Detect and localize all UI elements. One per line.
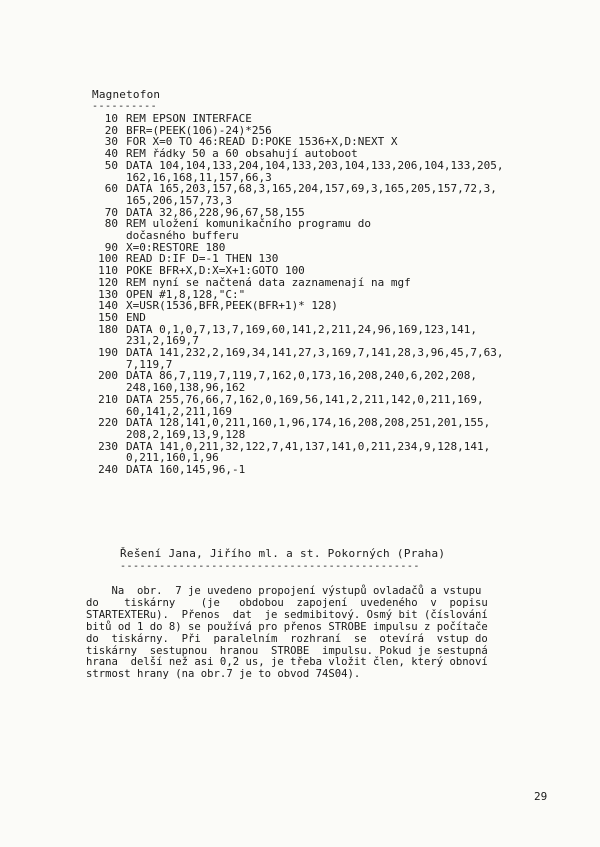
paragraph-line: hrana delší než asi 0,2 us, je třeba vložit člen, který obnoví xyxy=(86,656,488,669)
line-number: 180 xyxy=(98,322,118,336)
code-text: DATA 160,145,96,-1 xyxy=(126,463,246,477)
code-text: DATA 32,86,228,96,67,58,155 xyxy=(126,205,305,219)
line-number: 110 xyxy=(98,264,118,278)
paragraph-line: Na obr. 7 je uvedeno propojení výstupů ovladačů a vstupu xyxy=(86,585,482,597)
paragraph-line: strmost hrany (na obr.7 je to obvod 74S04). xyxy=(86,668,361,681)
line-number xyxy=(92,195,118,207)
line-number: 230 xyxy=(98,439,118,453)
line-number: 140 xyxy=(98,299,118,313)
solution-title-underline: ---------------------------------------------- xyxy=(120,561,420,572)
section-heading-magnetofon: Magnetofon xyxy=(92,88,161,101)
line-number: 50 xyxy=(104,158,118,172)
line-number xyxy=(92,429,118,441)
code-text: 231,2,169,7 xyxy=(126,334,199,348)
line-number: 60 xyxy=(104,182,118,196)
line-number: 10 xyxy=(104,112,118,125)
code-line-continuation xyxy=(92,195,504,207)
code-line xyxy=(92,113,504,125)
code-text: DATA 255,76,66,7,162,0,169,56,141,2,211,142,0,211,169, xyxy=(126,392,484,406)
code-text: DATA 141,232,2,169,34,141,27,3,169,7,141,28,3,96,45,7,63, xyxy=(126,346,504,360)
line-number: 150 xyxy=(98,310,118,324)
line-number: 240 xyxy=(98,463,118,477)
code-text: OPEN #1,8,128,"C:" xyxy=(126,287,246,301)
code-text: DATA 86,7,119,7,119,7,162,0,173,16,208,240,6,202,208, xyxy=(126,369,477,383)
line-number: 40 xyxy=(104,147,118,161)
code-text: 165,206,157,73,3 xyxy=(126,193,232,207)
code-line xyxy=(92,464,504,476)
code-text: 7,119,7 xyxy=(126,357,173,371)
line-number: 90 xyxy=(104,240,118,254)
code-text: REM EPSON INTERFACE xyxy=(126,112,252,125)
code-text: REM řádky 50 a 60 obsahují autoboot xyxy=(126,147,358,161)
code-line xyxy=(92,394,504,406)
code-text: X=0:RESTORE 180 xyxy=(126,240,226,254)
code-text: READ D:IF D=-1 THEN 130 xyxy=(126,252,279,266)
code-text: DATA 128,141,0,211,160,1,96,174,16,208,208,251,201,155, xyxy=(126,416,491,430)
code-line xyxy=(92,277,504,289)
line-number: 200 xyxy=(98,369,118,383)
code-text: BFR=(PEEK(106)-24)*256 xyxy=(126,123,272,137)
code-text: 0,211,160,1,96 xyxy=(126,451,219,465)
code-text: DATA 141,0,211,32,122,7,41,137,141,0,211,234,9,128,141, xyxy=(126,439,491,453)
line-number: 210 xyxy=(98,392,118,406)
code-line xyxy=(92,300,504,312)
code-line xyxy=(92,312,504,324)
paragraph-line: do tiskárny (je obdobou zapojení uvedeného v popisu xyxy=(86,596,488,609)
code-line-continuation xyxy=(92,429,504,441)
heading-underline: ---------- xyxy=(92,101,158,112)
code-text: 162,16,168,11,157,66,3 xyxy=(126,170,272,184)
code-text: DATA 104,104,133,204,104,133,203,104,133,206,104,133,205, xyxy=(126,158,504,172)
line-number xyxy=(92,230,118,242)
line-number: 30 xyxy=(104,135,118,149)
code-text: DATA 0,1,0,7,13,7,169,60,141,2,211,24,96,169,123,141, xyxy=(126,322,477,336)
line-number: 80 xyxy=(104,217,118,231)
code-text: POKE BFR+X,D:X=X+1:GOTO 100 xyxy=(126,264,305,278)
page-number: 29 xyxy=(534,790,548,803)
code-line-continuation xyxy=(92,230,504,242)
code-text: END xyxy=(126,310,146,324)
line-number: 190 xyxy=(98,346,118,360)
code-text: DATA 165,203,157,68,3,165,204,157,69,3,165,205,157,72,3, xyxy=(126,182,497,196)
solution-paragraph xyxy=(86,586,562,681)
code-line xyxy=(92,160,504,172)
code-text: REM nyní se načtená data zaznamenají na mgf xyxy=(126,275,411,289)
code-text: 248,160,138,96,162 xyxy=(126,381,246,395)
code-line xyxy=(92,347,504,359)
basic-program-listing xyxy=(92,113,504,476)
line-number: 220 xyxy=(98,416,118,430)
code-text: 60,141,2,211,169 xyxy=(126,404,232,418)
paragraph-line: tiskárny sestupnou hranou STROBE impulsu. Pokud je sestupná xyxy=(86,644,488,657)
code-text: X=USR(1536,BFR,PEEK(BFR+1)* 128) xyxy=(126,299,338,313)
solution-title: Řešení Jana, Jiřího ml. a st. Pokorných (Praha) xyxy=(120,547,446,560)
paragraph-line: do tiskárny. Při paralelním rozhraní se otevírá vstup do xyxy=(86,632,488,645)
line-number: 20 xyxy=(104,123,118,137)
code-text: dočasného bufferu xyxy=(126,229,239,243)
paragraph-line: bitů od 1 do 8) se používá pro přenos STROBE impulsu z počítače xyxy=(86,620,488,633)
code-text: FOR X=0 TO 46:READ D:POKE 1536+X,D:NEXT X xyxy=(126,135,398,149)
line-number: 100 xyxy=(98,252,118,266)
line-number: 70 xyxy=(104,205,118,219)
line-number: 120 xyxy=(98,275,118,289)
paragraph-line: STARTEXTERu). Přenos dat je sedmibitový. Osmý bit (číslování xyxy=(86,608,488,621)
code-text: 208,2,169,13,9,128 xyxy=(126,427,246,441)
line-number: 130 xyxy=(98,287,118,301)
code-text: REM uložení komunikačního programu do xyxy=(126,217,372,231)
